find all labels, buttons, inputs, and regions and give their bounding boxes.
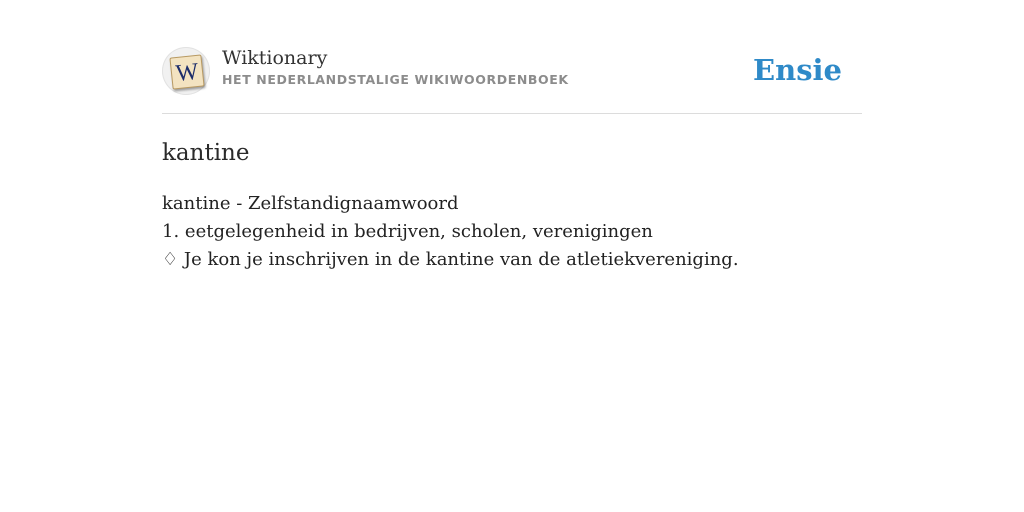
brand-block: [222, 45, 682, 89]
pos-separator: -: [230, 193, 248, 214]
wiktionary-tile-icon: [169, 54, 204, 89]
part-of-speech-line: [162, 190, 862, 218]
logo-letter: W: [174, 58, 200, 88]
site-header: [162, 0, 862, 114]
pos-word: kantine: [162, 193, 231, 214]
entry-body: [162, 190, 862, 274]
ensie-link[interactable]: Ensie: [753, 53, 842, 87]
entry-headword: kantine: [162, 140, 250, 166]
site-subtitle: HET NEDERLANDSTALIGE WIKIWOORDENBOEK: [222, 72, 569, 87]
definition-line: [162, 218, 862, 246]
content-container: [162, 0, 862, 274]
dictionary-entry: [162, 114, 862, 274]
definition-text: eetgelegenheid in bedrijven, scholen, verenigingen: [184, 221, 653, 242]
example-line: [162, 246, 862, 274]
part-of-speech: Zelfstandignaamwoord: [248, 193, 459, 214]
site-title[interactable]: Wiktionary: [222, 47, 328, 69]
definition-number: 1.: [162, 221, 180, 242]
example-diamond-icon: ♢: [162, 249, 179, 270]
wiktionary-logo[interactable]: [162, 47, 210, 95]
example-text: Je kon je inschrijven in de kantine van de atletiekvereniging.: [183, 249, 739, 270]
